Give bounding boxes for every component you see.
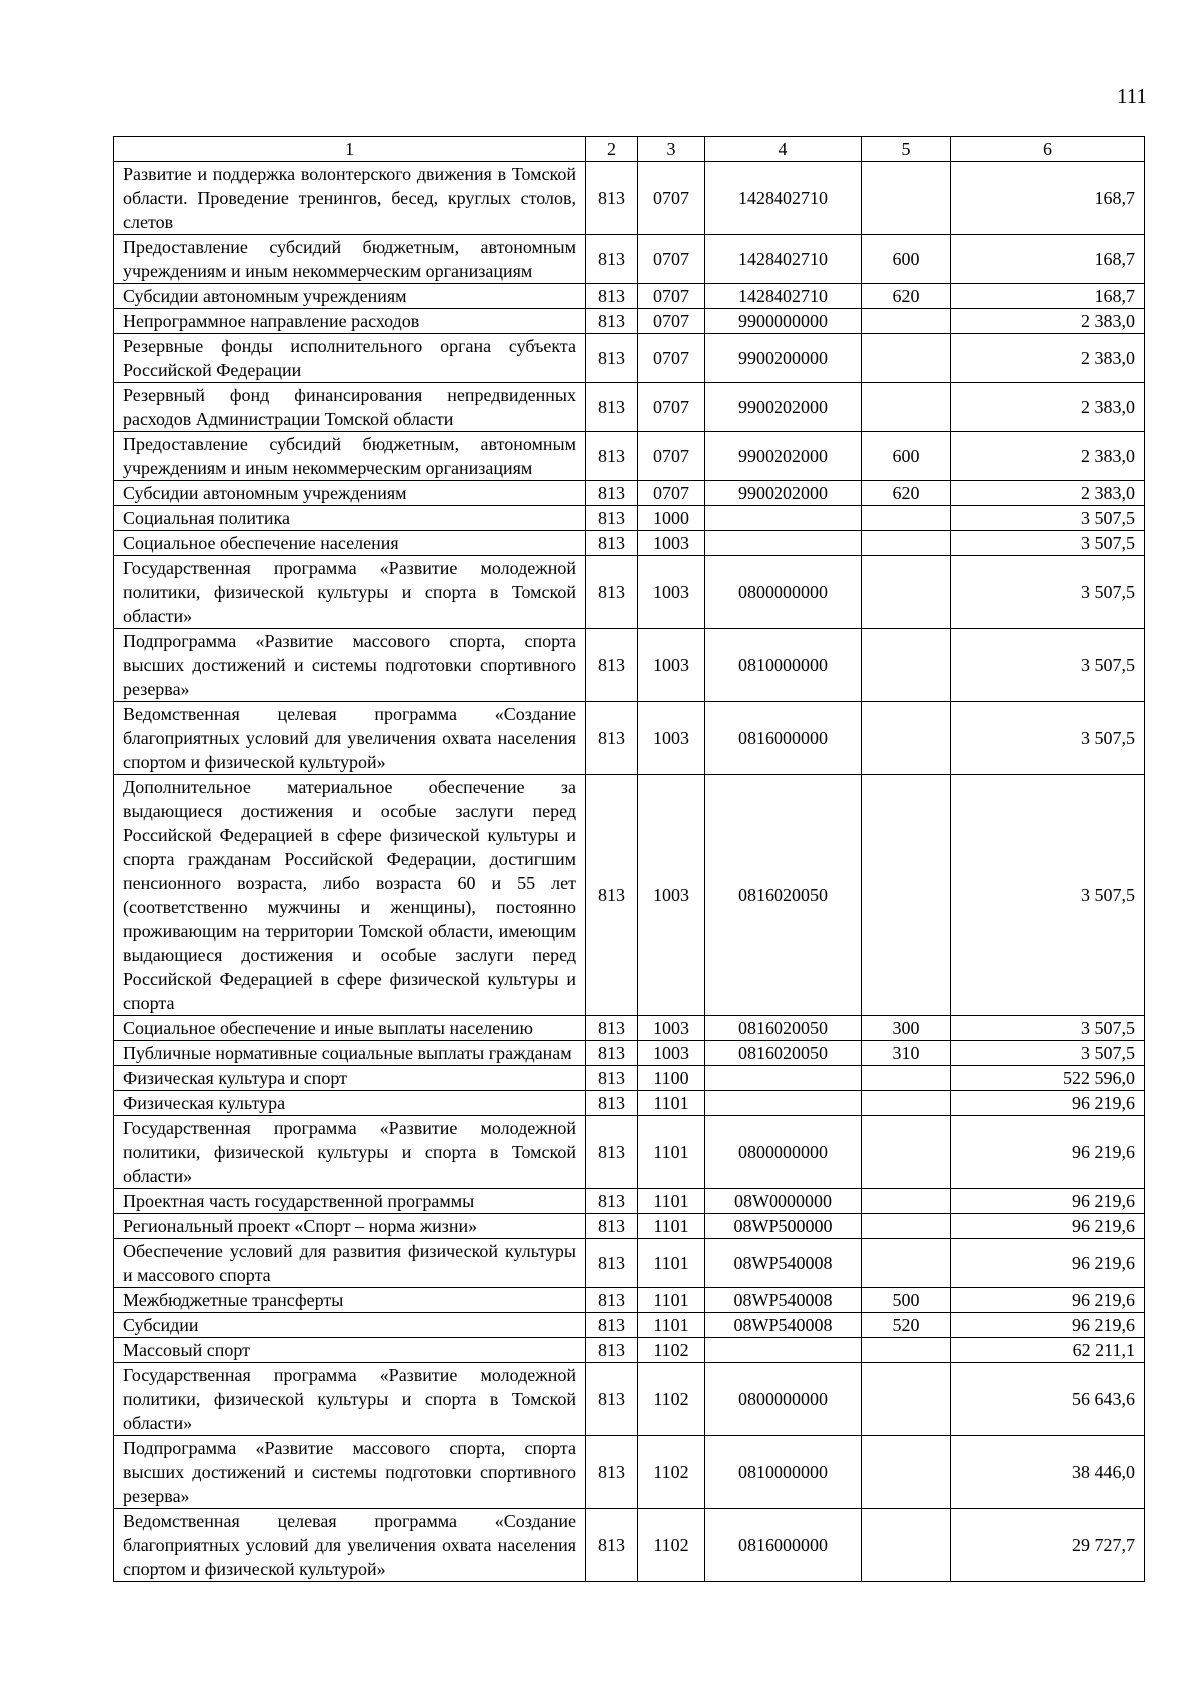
table-row — [114, 1338, 1145, 1363]
table-row — [114, 775, 1145, 1016]
target-article-cell: 0810000000 — [705, 629, 862, 702]
row-name-cell: Субсидии автономным учреждениям — [114, 481, 586, 506]
expense-type-cell — [862, 1116, 951, 1189]
section-code-cell: 0707 — [638, 481, 705, 506]
section-code-cell: 1003 — [638, 775, 705, 1016]
amount-cell: 3 507,5 — [951, 629, 1145, 702]
ministry-code-cell: 813 — [586, 506, 638, 531]
table-row — [114, 506, 1145, 531]
row-name-cell: Непрограммное направление расходов — [114, 309, 586, 334]
row-name-cell: Подпрограмма «Развитие массового спорта, спорта высших достижений и системы подготовки спортивного резерва» — [114, 1436, 586, 1509]
expense-type-cell — [862, 531, 951, 556]
row-name-cell: Публичные нормативные социальные выплаты гражданам — [114, 1041, 586, 1066]
expense-type-cell — [862, 775, 951, 1016]
table-row — [114, 1091, 1145, 1116]
table-row — [114, 1509, 1145, 1582]
table-row — [114, 1436, 1145, 1509]
table-row — [114, 1363, 1145, 1436]
ministry-code-cell: 813 — [586, 1066, 638, 1091]
amount-cell: 96 219,6 — [951, 1116, 1145, 1189]
target-article-cell: 08WP540008 — [705, 1288, 862, 1313]
table-row — [114, 1313, 1145, 1338]
target-article-cell: 08WP540008 — [705, 1239, 862, 1288]
section-code-cell: 1101 — [638, 1091, 705, 1116]
table-row — [114, 1189, 1145, 1214]
expense-type-cell — [862, 309, 951, 334]
table-row — [114, 481, 1145, 506]
section-code-cell: 1100 — [638, 1066, 705, 1091]
section-code-cell: 1102 — [638, 1363, 705, 1436]
amount-cell: 29 727,7 — [951, 1509, 1145, 1582]
target-article-cell — [705, 1091, 862, 1116]
amount-cell: 56 643,6 — [951, 1363, 1145, 1436]
target-article-cell: 1428402710 — [705, 235, 862, 284]
expense-type-cell — [862, 702, 951, 775]
row-name-cell: Резервные фонды исполнительного органа субъекта Российской Федерации — [114, 334, 586, 383]
amount-cell: 96 219,6 — [951, 1189, 1145, 1214]
column-header-2: 2 — [586, 137, 638, 162]
target-article-cell: 1428402710 — [705, 162, 862, 235]
ministry-code-cell: 813 — [586, 1338, 638, 1363]
section-code-cell: 0707 — [638, 334, 705, 383]
target-article-cell: 08WP540008 — [705, 1313, 862, 1338]
amount-cell: 3 507,5 — [951, 531, 1145, 556]
expense-type-cell: 620 — [862, 284, 951, 309]
amount-cell: 38 446,0 — [951, 1436, 1145, 1509]
target-article-cell — [705, 506, 862, 531]
row-name-cell: Проектная часть государственной программы — [114, 1189, 586, 1214]
expense-type-cell — [862, 383, 951, 432]
row-name-cell: Государственная программа «Развитие молодежной политики, физической культуры и спорта в Томской области» — [114, 1363, 586, 1436]
row-name-cell: Государственная программа «Развитие молодежной политики, физической культуры и спорта в Томской области» — [114, 1116, 586, 1189]
target-article-cell: 08W0000000 — [705, 1189, 862, 1214]
expense-type-cell — [862, 1239, 951, 1288]
table-row — [114, 556, 1145, 629]
ministry-code-cell: 813 — [586, 309, 638, 334]
table-row — [114, 432, 1145, 481]
section-code-cell: 1003 — [638, 1041, 705, 1066]
table-row — [114, 383, 1145, 432]
expense-type-cell — [862, 1214, 951, 1239]
table-row — [114, 1041, 1145, 1066]
ministry-code-cell: 813 — [586, 432, 638, 481]
expense-type-cell — [862, 1066, 951, 1091]
row-name-cell: Дополнительное материальное обеспечение за выдающиеся достижения и особые заслуги перед Российской Федерацией в сфере физической культуры и спорта гражданам Российской Федерации, достигшим пенсионного возраста, либо возраста 60 и 55 лет (соответственно мужчины и женщины), постоянно проживающим на территории Томской области, имеющим выдающиеся достижения и особые заслуги перед Российской Федерацией в сфере физической культуры и спорта — [114, 775, 586, 1016]
amount-cell: 3 507,5 — [951, 506, 1145, 531]
amount-cell: 2 383,0 — [951, 334, 1145, 383]
table-row — [114, 235, 1145, 284]
ministry-code-cell: 813 — [586, 629, 638, 702]
amount-cell: 2 383,0 — [951, 383, 1145, 432]
ministry-code-cell: 813 — [586, 162, 638, 235]
ministry-code-cell: 813 — [586, 1091, 638, 1116]
ministry-code-cell: 813 — [586, 1016, 638, 1041]
expense-type-cell: 520 — [862, 1313, 951, 1338]
row-name-cell: Подпрограмма «Развитие массового спорта, спорта высших достижений и системы подготовки спортивного резерва» — [114, 629, 586, 702]
amount-cell: 2 383,0 — [951, 309, 1145, 334]
ministry-code-cell: 813 — [586, 1363, 638, 1436]
expense-type-cell: 600 — [862, 432, 951, 481]
ministry-code-cell: 813 — [586, 481, 638, 506]
ministry-code-cell: 813 — [586, 334, 638, 383]
amount-cell: 522 596,0 — [951, 1066, 1145, 1091]
budget-table — [113, 136, 1145, 1582]
expense-type-cell: 600 — [862, 235, 951, 284]
section-code-cell: 1101 — [638, 1313, 705, 1338]
section-code-cell: 1000 — [638, 506, 705, 531]
table-row — [114, 334, 1145, 383]
table-row — [114, 702, 1145, 775]
row-name-cell: Субсидии — [114, 1313, 586, 1338]
expense-type-cell: 300 — [862, 1016, 951, 1041]
target-article-cell: 08WP500000 — [705, 1214, 862, 1239]
amount-cell: 168,7 — [951, 162, 1145, 235]
amount-cell: 3 507,5 — [951, 702, 1145, 775]
target-article-cell: 0810000000 — [705, 1436, 862, 1509]
amount-cell: 96 219,6 — [951, 1214, 1145, 1239]
amount-cell: 2 383,0 — [951, 432, 1145, 481]
section-code-cell: 0707 — [638, 432, 705, 481]
table-row — [114, 531, 1145, 556]
expense-type-cell — [862, 1338, 951, 1363]
row-name-cell: Субсидии автономным учреждениям — [114, 284, 586, 309]
target-article-cell: 0816000000 — [705, 702, 862, 775]
row-name-cell: Социальное обеспечение населения — [114, 531, 586, 556]
section-code-cell: 1101 — [638, 1116, 705, 1189]
ministry-code-cell: 813 — [586, 1288, 638, 1313]
table-row — [114, 1288, 1145, 1313]
row-name-cell: Предоставление субсидий бюджетным, автономным учреждениям и иным некоммерческим организациям — [114, 432, 586, 481]
row-name-cell: Резервный фонд финансирования непредвиденных расходов Администрации Томской области — [114, 383, 586, 432]
section-code-cell: 1003 — [638, 1016, 705, 1041]
section-code-cell: 1003 — [638, 629, 705, 702]
table-row — [114, 1214, 1145, 1239]
section-code-cell: 1003 — [638, 702, 705, 775]
expense-type-cell: 620 — [862, 481, 951, 506]
expense-type-cell — [862, 1363, 951, 1436]
row-name-cell: Региональный проект «Спорт – норма жизни» — [114, 1214, 586, 1239]
row-name-cell: Ведомственная целевая программа «Создание благоприятных условий для увеличения охвата населения спортом и физической культурой» — [114, 1509, 586, 1582]
row-name-cell: Ведомственная целевая программа «Создание благоприятных условий для увеличения охвата населения спортом и физической культурой» — [114, 702, 586, 775]
row-name-cell: Физическая культура и спорт — [114, 1066, 586, 1091]
expense-type-cell: 310 — [862, 1041, 951, 1066]
section-code-cell: 1101 — [638, 1288, 705, 1313]
target-article-cell: 0800000000 — [705, 1116, 862, 1189]
row-name-cell: Социальное обеспечение и иные выплаты населению — [114, 1016, 586, 1041]
section-code-cell: 0707 — [638, 309, 705, 334]
section-code-cell: 0707 — [638, 383, 705, 432]
section-code-cell: 0707 — [638, 284, 705, 309]
target-article-cell: 0800000000 — [705, 1363, 862, 1436]
expense-type-cell — [862, 334, 951, 383]
target-article-cell: 0816020050 — [705, 775, 862, 1016]
target-article-cell: 9900202000 — [705, 383, 862, 432]
table-row — [114, 1239, 1145, 1288]
ministry-code-cell: 813 — [586, 1214, 638, 1239]
expense-type-cell — [862, 162, 951, 235]
ministry-code-cell: 813 — [586, 1041, 638, 1066]
section-code-cell: 1101 — [638, 1214, 705, 1239]
table-row — [114, 629, 1145, 702]
amount-cell: 96 219,6 — [951, 1288, 1145, 1313]
header-row — [114, 137, 1145, 162]
row-name-cell: Межбюджетные трансферты — [114, 1288, 586, 1313]
column-header-3: 3 — [638, 137, 705, 162]
amount-cell: 96 219,6 — [951, 1091, 1145, 1116]
ministry-code-cell: 813 — [586, 1509, 638, 1582]
target-article-cell: 9900202000 — [705, 481, 862, 506]
target-article-cell — [705, 1066, 862, 1091]
amount-cell: 96 219,6 — [951, 1313, 1145, 1338]
section-code-cell: 1101 — [638, 1189, 705, 1214]
ministry-code-cell: 813 — [586, 1189, 638, 1214]
target-article-cell: 0800000000 — [705, 556, 862, 629]
section-code-cell: 1102 — [638, 1338, 705, 1363]
amount-cell: 3 507,5 — [951, 556, 1145, 629]
amount-cell: 2 383,0 — [951, 481, 1145, 506]
target-article-cell: 9900200000 — [705, 334, 862, 383]
table-row — [114, 1016, 1145, 1041]
page-number: 111 — [1117, 84, 1147, 108]
section-code-cell: 1102 — [638, 1509, 705, 1582]
expense-type-cell: 500 — [862, 1288, 951, 1313]
expense-type-cell — [862, 1189, 951, 1214]
row-name-cell: Развитие и поддержка волонтерского движения в Томской области. Проведение тренингов, бесед, круглых столов, слетов — [114, 162, 586, 235]
amount-cell: 3 507,5 — [951, 1041, 1145, 1066]
target-article-cell: 0816000000 — [705, 1509, 862, 1582]
target-article-cell: 9900000000 — [705, 309, 862, 334]
ministry-code-cell: 813 — [586, 383, 638, 432]
expense-type-cell — [862, 629, 951, 702]
section-code-cell: 1003 — [638, 556, 705, 629]
target-article-cell: 9900202000 — [705, 432, 862, 481]
column-header-1: 1 — [114, 137, 586, 162]
row-name-cell: Массовый спорт — [114, 1338, 586, 1363]
table-row — [114, 1066, 1145, 1091]
amount-cell: 168,7 — [951, 235, 1145, 284]
column-header-5: 5 — [862, 137, 951, 162]
section-code-cell: 0707 — [638, 235, 705, 284]
table-row — [114, 1116, 1145, 1189]
amount-cell: 3 507,5 — [951, 775, 1145, 1016]
ministry-code-cell: 813 — [586, 1239, 638, 1288]
target-article-cell: 1428402710 — [705, 284, 862, 309]
target-article-cell: 0816020050 — [705, 1016, 862, 1041]
section-code-cell: 1101 — [638, 1239, 705, 1288]
expense-type-cell — [862, 1091, 951, 1116]
expense-type-cell — [862, 1509, 951, 1582]
column-header-6: 6 — [951, 137, 1145, 162]
target-article-cell — [705, 1338, 862, 1363]
table-row — [114, 284, 1145, 309]
ministry-code-cell: 813 — [586, 1116, 638, 1189]
amount-cell: 96 219,6 — [951, 1239, 1145, 1288]
row-name-cell: Обеспечение условий для развития физической культуры и массового спорта — [114, 1239, 586, 1288]
ministry-code-cell: 813 — [586, 531, 638, 556]
ministry-code-cell: 813 — [586, 702, 638, 775]
row-name-cell: Физическая культура — [114, 1091, 586, 1116]
table-row — [114, 309, 1145, 334]
row-name-cell: Предоставление субсидий бюджетным, автономным учреждениям и иным некоммерческим организациям — [114, 235, 586, 284]
section-code-cell: 1102 — [638, 1436, 705, 1509]
ministry-code-cell: 813 — [586, 235, 638, 284]
amount-cell: 62 211,1 — [951, 1338, 1145, 1363]
ministry-code-cell: 813 — [586, 775, 638, 1016]
table-row — [114, 162, 1145, 235]
budget-table-body — [114, 137, 1145, 1582]
ministry-code-cell: 813 — [586, 1436, 638, 1509]
expense-type-cell — [862, 556, 951, 629]
expense-type-cell — [862, 1436, 951, 1509]
row-name-cell: Социальная политика — [114, 506, 586, 531]
ministry-code-cell: 813 — [586, 1313, 638, 1338]
section-code-cell: 1003 — [638, 531, 705, 556]
amount-cell: 168,7 — [951, 284, 1145, 309]
ministry-code-cell: 813 — [586, 556, 638, 629]
expense-type-cell — [862, 506, 951, 531]
target-article-cell: 0816020050 — [705, 1041, 862, 1066]
amount-cell: 3 507,5 — [951, 1016, 1145, 1041]
section-code-cell: 0707 — [638, 162, 705, 235]
row-name-cell: Государственная программа «Развитие молодежной политики, физической культуры и спорта в Томской области» — [114, 556, 586, 629]
target-article-cell — [705, 531, 862, 556]
column-header-4: 4 — [705, 137, 862, 162]
ministry-code-cell: 813 — [586, 284, 638, 309]
